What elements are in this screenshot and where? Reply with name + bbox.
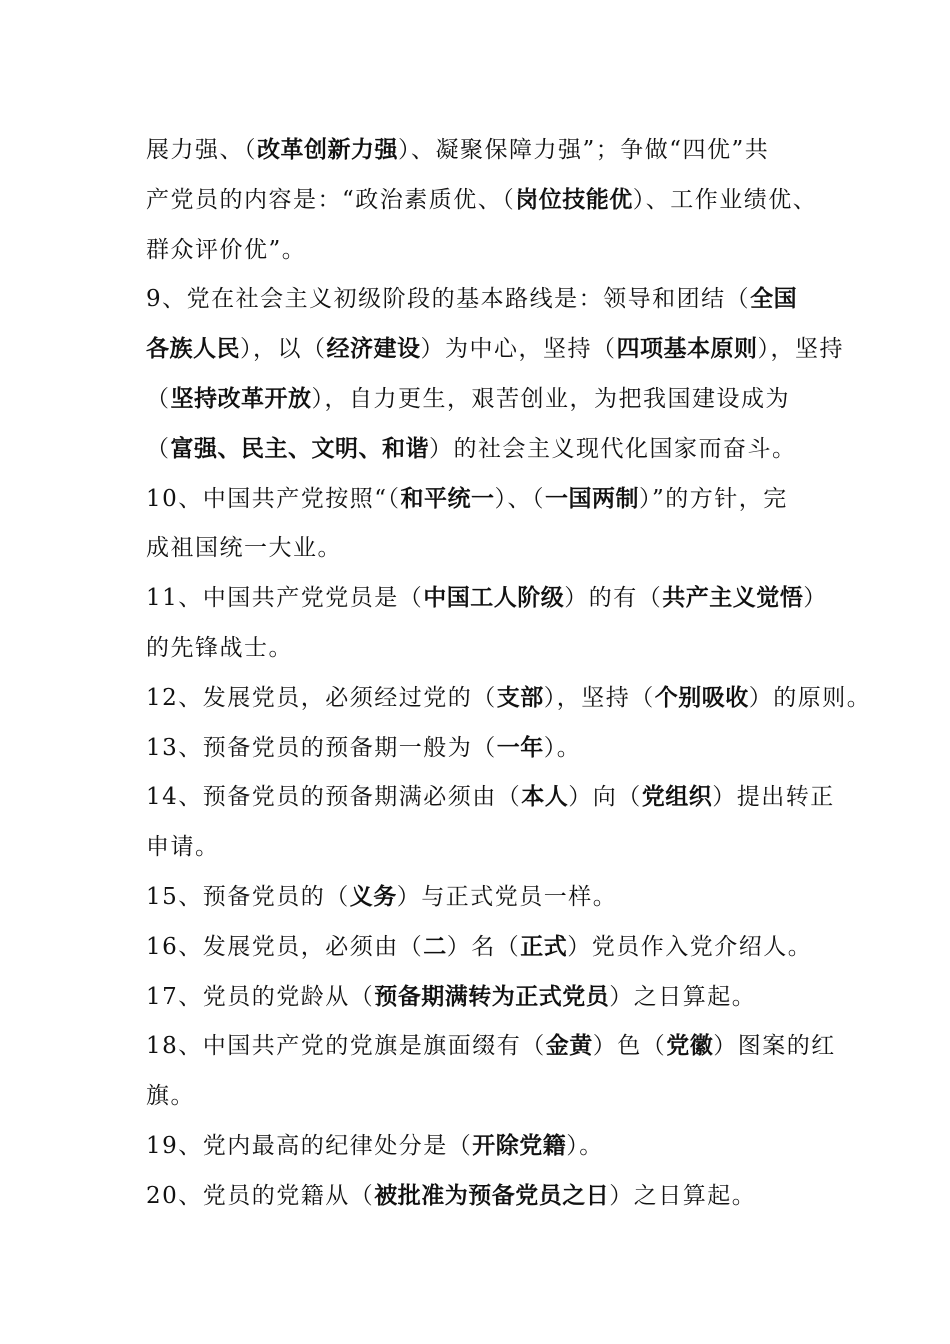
answer-text: 改革创新力强 [257,137,398,163]
answer-text: 坚持改革开放 [170,386,312,412]
question-text: ）党员作入党介绍人。 [567,934,813,960]
text-line [146,1176,836,1216]
answer-text: 经济建设 [326,336,421,362]
question-text: ）向（ [568,784,642,810]
answer-text: 富强、民主、文明、和谐 [170,436,429,462]
question-text: ）与正式党员一样。 [396,884,618,910]
question-text: 11、中国共产党党员是（ [146,585,424,611]
question-text: ）、（ [494,486,546,512]
question-text: （ [146,386,171,412]
answer-text: 全国 [750,286,798,312]
text-line [146,1076,836,1116]
text-line [146,728,836,768]
question-text: 18、中国共产党的党旗是旗面缀有（ [146,1033,546,1059]
question-text: ）名（ [446,934,521,960]
question-text: 群众评价优”。 [146,237,307,263]
answer-text: 义务 [349,884,397,910]
answer-text: 个别吸收 [654,685,749,711]
question-text: ）的原则。 [748,685,872,711]
answer-text: 中国工人阶级 [423,585,565,611]
question-text: ）之日算起。 [609,1183,757,1209]
question-text: ） [803,585,828,611]
question-text: ），坚持（ [543,685,655,711]
text-line [146,329,844,369]
question-text: 16、发展党员，必须由（ [146,934,424,960]
text-line [146,130,836,170]
answer-text: 四项基本原则 [616,336,758,362]
text-line [146,927,836,967]
question-text: 申请。 [146,834,220,860]
question-text: 的先锋战士。 [146,635,293,661]
answer-text: 二 [423,934,447,960]
question-text: ），以（ [240,336,327,362]
question-text: ）为中心，坚持（ [420,336,617,362]
question-text: ）、凝聚保障力强”；争做“四优”共 [398,137,770,163]
question-text: ）色（ [592,1033,667,1059]
question-text: 成祖国统一大业。 [146,535,342,561]
question-text: ）。 [543,735,582,761]
answer-text: 支部 [496,685,544,711]
answer-text: 开除党籍 [472,1133,567,1159]
answer-text: 一国两制 [545,486,640,512]
answer-text: 金黄 [545,1033,593,1059]
question-text: ）的社会主义现代化国家而奋斗。 [429,436,797,462]
text-line [146,628,836,668]
answer-text: 各族人民 [146,336,240,362]
answer-text: 本人 [521,784,569,810]
question-text: ），坚持 [757,336,844,362]
text-line [146,180,836,220]
answer-text: 党徽 [666,1033,714,1059]
text-line [146,578,836,618]
question-text: 12、发展党员，必须经过党的（ [146,685,497,711]
question-text: 15、预备党员的（ [146,884,350,910]
answer-text: 正式 [520,934,568,960]
text-line [146,528,836,568]
text-line [146,977,836,1017]
text-line [146,429,836,469]
text-line [146,877,836,917]
answer-text: 共产主义觉悟 [662,585,804,611]
question-text: 14、预备党员的预备期满必须由（ [146,784,522,810]
text-line [146,230,836,270]
text-line [146,1126,836,1166]
question-text: 19、党内最高的纪律处分是（ [146,1133,473,1159]
text-line [146,379,836,419]
question-text: 产党员的内容是：“政治素质优、（ [146,187,516,213]
question-text: 17、党员的党龄从（ [146,984,375,1010]
text-line [146,1026,836,1066]
answer-text: 预备期满转为正式党员 [374,984,610,1010]
answer-text: 被批准为预备党员之日 [374,1183,610,1209]
question-text: （ [146,436,171,462]
question-text: ）、工作业绩优、 [632,187,818,213]
question-text: ）提出转正 [712,784,835,810]
text-line [146,279,836,319]
text-line [146,479,836,519]
question-text: ）”的方针，完 [639,486,788,512]
question-text: 9、党在社会主义初级阶段的基本路线是：领导和团结（ [146,286,751,312]
answer-text: 岗位技能优 [515,187,633,213]
question-text: 旗。 [146,1083,195,1109]
question-text: ）图案的红 [713,1033,836,1059]
question-text: 13、预备党员的预备期一般为（ [146,735,497,761]
question-text: ）的有（ [564,585,663,611]
answer-text: 一年 [496,735,544,761]
answer-text: 和平统一 [400,486,495,512]
answer-text: 党组织 [641,784,713,810]
question-text: 20、党员的党籍从（ [146,1183,375,1209]
text-line [146,678,872,718]
text-line [146,827,836,867]
question-text: ），自力更生，艰苦创业，为把我国建设成为 [311,386,790,412]
question-text: ）之日算起。 [609,984,757,1010]
text-line [146,777,836,817]
question-text: ）。 [566,1133,604,1159]
question-text: 展力强、（ [146,137,257,163]
question-text: 10、中国共产党按照“（ [146,486,401,512]
